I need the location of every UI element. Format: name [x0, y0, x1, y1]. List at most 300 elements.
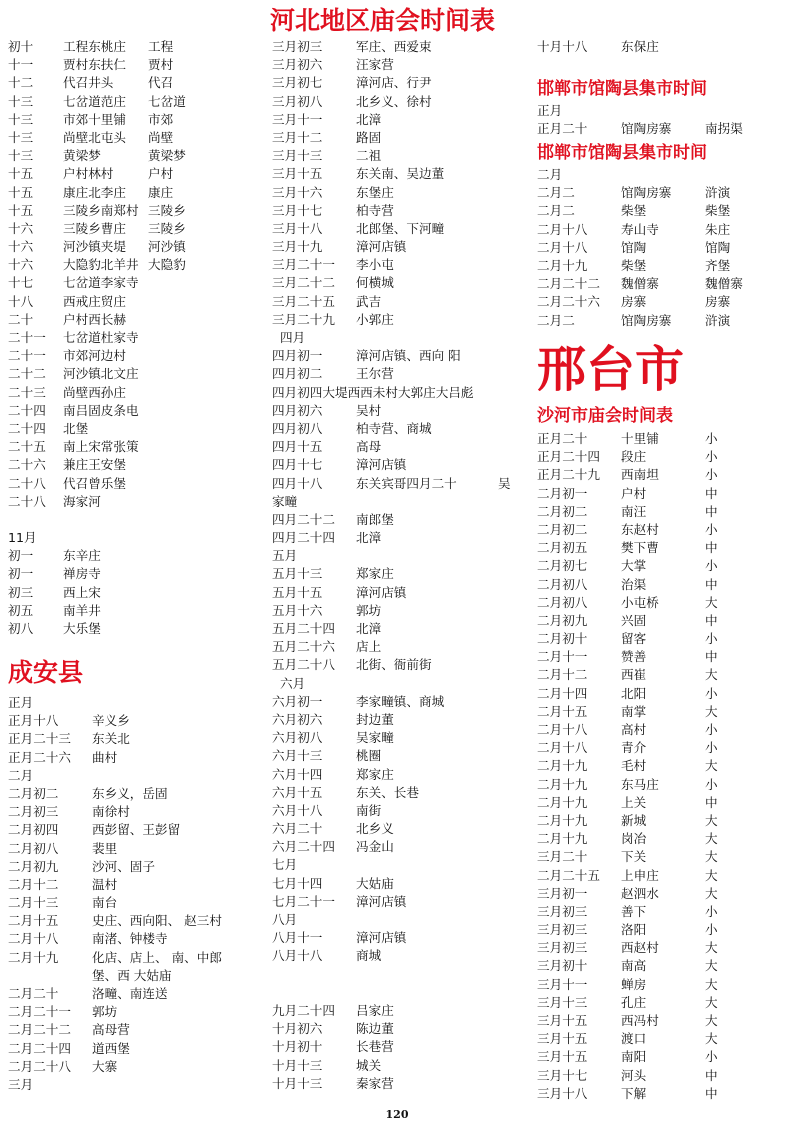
date-cell: 二月十八 [8, 931, 59, 947]
place-cell: 曲村 [92, 749, 118, 765]
place-cell: 下解 [621, 1085, 647, 1101]
list-item [272, 256, 530, 274]
date-cell: 五月十三 [272, 566, 323, 582]
list-item [537, 239, 787, 257]
size-cell: 大 [705, 958, 718, 974]
town-cell: 贾村 [148, 57, 174, 73]
date-cell: 三月初三 [537, 903, 588, 919]
list-item [8, 602, 266, 620]
place-cell: 南阳 [621, 1049, 647, 1065]
list-item [272, 638, 530, 656]
size-cell: 中 [705, 503, 718, 519]
section-title-handan-1: 邯郸市馆陶县集市时间 [537, 79, 707, 99]
list-item [537, 903, 787, 921]
date-cell: 三月十一 [272, 111, 323, 127]
date-cell: 三月十五 [537, 1013, 588, 1028]
list-item [537, 594, 787, 612]
place-cell: 治渠 [621, 576, 647, 592]
list-section-chengan-m2 [8, 785, 266, 1076]
date-cell: 二十八 [8, 493, 46, 509]
size-cell: 大 [705, 812, 718, 828]
date-cell: 二十二 [8, 366, 46, 382]
town-cell: 尚壁 [148, 129, 174, 145]
list-item [537, 612, 787, 630]
size-cell: 大 [705, 1013, 718, 1028]
place-cell: 二祖 [356, 148, 382, 164]
date-cell: 三月二十 [537, 849, 588, 865]
place-cell: 北堡 [63, 420, 89, 436]
place-cell: 赞善 [621, 649, 647, 665]
place-cell: 西戒庄贸庄 [63, 293, 126, 309]
date-cell: 初一 [8, 566, 34, 582]
list-item [537, 38, 787, 56]
place-cell: 三陵乡曹庄 [63, 220, 126, 236]
section-month-label: 正月 [8, 695, 34, 710]
list-item [8, 858, 266, 876]
list-item [272, 747, 530, 765]
list-item [537, 812, 787, 830]
list-item [8, 967, 266, 985]
list-section-m7 [272, 875, 530, 911]
date-cell: 三月十一 [537, 976, 588, 992]
place-cell: 段庄 [621, 449, 647, 465]
date-cell: 三月十九 [272, 239, 323, 255]
date-cell: 正月二十四 [537, 449, 600, 465]
date-cell: 二月初八 [537, 594, 588, 610]
place-cell: 馆陶房寨 [621, 312, 672, 328]
size-cell: 小 [705, 740, 718, 756]
list-item [8, 730, 266, 748]
date-cell: 六月二十 [272, 821, 323, 837]
place-cell: 汪家营 [356, 57, 394, 73]
place-cell: 商城 [356, 948, 382, 964]
list-item [537, 666, 787, 684]
date-cell: 正月二十 [537, 121, 588, 137]
list-section-m8 [272, 929, 530, 965]
date-cell: 八月十八 [272, 948, 323, 964]
list-item [537, 1012, 787, 1030]
list-item [537, 221, 787, 239]
town-cell: 三陵乡 [148, 202, 186, 218]
place-cell: 上关 [621, 794, 647, 810]
date-cell: 二十四 [8, 420, 46, 436]
date-cell: 二月二十一 [8, 1004, 71, 1020]
list-item [272, 38, 530, 56]
date-cell: 二月初四 [8, 822, 59, 838]
place-cell: 孔庄 [621, 994, 647, 1010]
place-cell: 何横城 [356, 275, 394, 291]
date-cell: 二月十九 [537, 831, 588, 847]
date-cell: 二月初九 [537, 612, 588, 628]
list-item [8, 456, 266, 474]
place-cell: 漳河店镇 [356, 239, 407, 255]
size-cell: 大 [705, 994, 718, 1010]
place-cell: 道西堡 [92, 1040, 130, 1056]
list-section-m9 [272, 1002, 530, 1093]
size-cell: 中 [705, 1067, 718, 1083]
date-cell: 十一 [8, 57, 34, 73]
list-item [8, 493, 266, 511]
size-cell: 小 [705, 467, 718, 483]
date-cell: 正月二十三 [8, 731, 71, 747]
place-cell: 漳河店镇 [356, 930, 407, 946]
date-cell: 二月十九 [537, 812, 588, 828]
list-item [537, 830, 787, 848]
list-item [8, 840, 266, 858]
list-item [272, 147, 530, 165]
list-item [272, 929, 530, 947]
size-cell: 中 [705, 540, 718, 556]
section-title-chengan: 成安县 [8, 658, 84, 687]
date-cell: 初五 [8, 602, 34, 618]
list-item [272, 56, 530, 74]
date-cell: 初十 [8, 39, 34, 54]
size-cell: 小 [705, 685, 718, 701]
list-item [8, 912, 266, 930]
town-cell: 馆陶 [705, 239, 731, 255]
place-cell: 史庄、西向阳、 赵三村 [92, 913, 222, 929]
list-item [272, 838, 530, 856]
section-month-label: 二月 [8, 767, 34, 783]
place-cell: 大隐豹北羊井 [63, 257, 139, 273]
date-cell: 六月十三 [272, 748, 323, 764]
date-cell: 三月初一 [537, 885, 588, 901]
list-item [537, 921, 787, 939]
list-item [272, 420, 530, 438]
list-section-dates [8, 38, 266, 511]
list-item [8, 238, 266, 256]
place-cell: 西赵村 [621, 940, 659, 956]
place-cell: 郑家庄 [356, 566, 394, 582]
date-cell: 三月初八 [272, 93, 323, 109]
list-item [537, 794, 787, 812]
place-cell: 康庄北李庄 [63, 184, 126, 200]
page-title: 河北地区庙会时间表 [270, 6, 496, 35]
date-cell: 三月二十二 [272, 275, 335, 291]
date-cell: 四月初八 [272, 420, 323, 436]
size-cell: 中 [705, 576, 718, 592]
list-item [8, 56, 266, 74]
column-3-handan-2 [537, 166, 787, 330]
date-cell: 三月十三 [537, 994, 588, 1010]
section-month-label: 六月 [280, 675, 306, 691]
place-cell: 魏僧寨 [621, 276, 659, 292]
date-cell: 二月初三 [8, 804, 59, 820]
size-cell: 小 [705, 631, 718, 647]
list-item [272, 456, 530, 474]
place-cell: 李家疃镇、商城 [356, 693, 445, 709]
list-item [8, 129, 266, 147]
date-cell: 二月十八 [537, 221, 588, 237]
size-cell: 大 [705, 867, 718, 883]
list-item [537, 184, 787, 202]
list-item [272, 238, 530, 256]
date-cell: 二月十九 [537, 776, 588, 792]
list-item [537, 120, 787, 138]
list-item [8, 584, 266, 602]
date-cell: 七月二十一 [272, 893, 335, 909]
list-item [537, 867, 787, 885]
list-item [8, 220, 266, 238]
date-cell: 十三 [8, 148, 34, 164]
place-cell: 西崔 [621, 667, 647, 683]
place-cell: 代召曾乐堡 [63, 475, 126, 491]
list-item [272, 129, 530, 147]
place-cell: 尚壁北屯头 [63, 129, 126, 145]
list-item [272, 74, 530, 92]
place-cell: 大姑庙 [356, 875, 394, 891]
list-item [8, 202, 266, 220]
section-title-xingtai: 邢台市 [537, 340, 685, 398]
date-cell: 二月二 [537, 185, 575, 201]
list-section-m5 [272, 565, 530, 674]
list-item [537, 521, 787, 539]
date-cell: 十六 [8, 220, 34, 236]
list-item [272, 565, 530, 583]
town-cell: 三陵乡 [148, 220, 186, 236]
list-item [272, 529, 530, 547]
list-item [272, 602, 530, 620]
date-cell: 二月二十六 [537, 294, 600, 310]
list-item [8, 475, 266, 493]
date-cell: 三月十五 [537, 1049, 588, 1065]
date-cell: 四月十五 [272, 439, 323, 455]
place-cell: 馆陶房寨 [621, 121, 672, 137]
date-cell: 四月初二 [272, 366, 323, 382]
place-cell: 北漳 [356, 530, 382, 546]
date-cell: 三月十五 [272, 166, 323, 182]
place-cell: 河沙镇北文庄 [63, 366, 139, 382]
date-cell: 十月十八 [537, 39, 588, 54]
date-cell: 三月二十九 [272, 311, 335, 327]
date-cell: 二月初七 [537, 558, 588, 574]
list-item [537, 721, 787, 739]
date-cell: 二十五 [8, 439, 46, 455]
list-item [537, 503, 787, 521]
list-item [272, 311, 530, 329]
date-cell: 二月二十二 [537, 276, 600, 292]
list-item [8, 93, 266, 111]
date-cell: 十月初六 [272, 1021, 323, 1037]
town-cell: 齐堡 [705, 257, 731, 273]
place-cell: 十里铺 [621, 431, 659, 446]
place-cell: 东马庄 [621, 776, 659, 792]
date-cell: 二十一 [8, 330, 46, 345]
list-item [8, 547, 266, 565]
size-cell: 大 [705, 703, 718, 719]
list-item [272, 784, 530, 802]
list-item [272, 1057, 530, 1075]
size-cell: 小 [705, 922, 718, 938]
list-item [537, 466, 787, 484]
place-cell: 东辛庄 [63, 548, 101, 564]
section-subtitle-shahe: 沙河市庙会时间表 [537, 406, 673, 426]
list-item [8, 147, 266, 165]
date-cell: 二月初二 [537, 521, 588, 537]
place-cell: 漳河店镇 [356, 457, 407, 473]
list-item [8, 438, 266, 456]
place-cell: 留客 [621, 631, 647, 647]
date-cell: 十七 [8, 275, 34, 291]
size-cell: 大 [705, 831, 718, 847]
date-cell: 二月初八 [537, 576, 588, 592]
date-cell: 六月初一 [272, 693, 323, 709]
list-item [537, 703, 787, 721]
place-cell: 毛村 [621, 758, 647, 774]
list-item [8, 821, 266, 839]
place-cell: 北漳 [356, 111, 382, 127]
size-cell: 大 [705, 849, 718, 865]
date-cell: 三月二十五 [272, 293, 335, 309]
town-cell: 朱庄 [705, 221, 731, 237]
place-cell: 尚壁西孙庄 [63, 384, 126, 400]
place-cell: 黄梁梦 [63, 148, 101, 164]
place-cell: 堡、西 大姑庙 [92, 967, 172, 983]
list-item [8, 949, 266, 967]
place-cell: 七岔道杜家寺 [63, 330, 139, 345]
list-item [537, 1048, 787, 1066]
size-cell: 小 [705, 776, 718, 792]
place-cell: 高母营 [92, 1022, 130, 1038]
section-month-label: 七月 [272, 857, 298, 873]
list-section-handan-2 [537, 184, 787, 330]
list-item [537, 976, 787, 994]
list-item [537, 994, 787, 1012]
place-cell: 七岔道范庄 [63, 93, 126, 109]
list-item [272, 438, 530, 456]
list-item [8, 311, 266, 329]
list-item [537, 557, 787, 575]
place-cell: 柏寺营 [356, 202, 394, 218]
place-cell: 店上 [356, 639, 382, 655]
list-item [8, 184, 266, 202]
place-cell: 小屯桥 [621, 594, 659, 610]
date-cell: 二月初八 [8, 840, 59, 856]
date-cell: 十月十三 [272, 1075, 323, 1091]
place-cell: 代召井头 [63, 75, 114, 91]
date-cell: 四月十八 [272, 475, 323, 491]
list-item [272, 656, 530, 674]
date-cell: 二月二十五 [537, 867, 600, 883]
list-item [272, 584, 530, 602]
list-item [272, 111, 530, 129]
date-cell: 十三 [8, 129, 34, 145]
place-cell: 东保庄 [621, 39, 659, 54]
place-cell: 兼庄王安堡 [63, 457, 126, 473]
list-item [537, 776, 787, 794]
list-item [272, 365, 530, 383]
place-cell: 武吉 [356, 293, 382, 309]
list-item [272, 293, 530, 311]
place-cell: 兴固 [621, 612, 647, 628]
town-cell: 魏僧寨 [705, 276, 743, 292]
date-cell: 十八 [8, 293, 34, 309]
place-cell: 西上宋 [63, 584, 101, 600]
date-cell: 二月二 [537, 203, 575, 219]
date-cell: 正月二十九 [537, 467, 600, 483]
date-cell: 十六 [8, 239, 34, 255]
date-cell: 三月十七 [537, 1067, 588, 1083]
list-item [8, 565, 266, 583]
place-cell: 辛义乡 [92, 713, 130, 729]
date-cell: 十月十三 [272, 1057, 323, 1073]
place-cell: 高母 [356, 439, 382, 455]
list-item [272, 893, 530, 911]
size-cell: 中 [705, 794, 718, 810]
date-cell: 二月十五 [8, 913, 59, 929]
list-section-chengan-m1 [8, 712, 266, 767]
place-cell: 洛阳 [621, 922, 647, 938]
place-cell: 温村 [92, 876, 118, 892]
size-cell: 小 [705, 722, 718, 737]
place-cell: 北漳 [356, 621, 382, 636]
place-cell: 市郊十里铺 [63, 111, 126, 127]
date-cell: 六月十四 [272, 766, 323, 782]
date-cell: 四月初六 [272, 402, 323, 418]
place-cell: 市郊河边村 [63, 348, 126, 364]
date-cell: 三月十五 [537, 1031, 588, 1047]
place-cell: 樊下曹 [621, 540, 659, 556]
date-cell: 三月初三 [537, 940, 588, 956]
town-cell: 河沙镇 [148, 239, 186, 255]
place-cell: 高村 [621, 722, 647, 737]
list-item [8, 749, 266, 767]
place-cell: 海家河 [63, 493, 101, 509]
place-cell: 秦家营 [356, 1075, 394, 1091]
place-cell: 漳河店、行尹 [356, 75, 432, 91]
place-cell: 南掌 [621, 703, 647, 719]
size-cell: 大 [705, 1031, 718, 1047]
place-cell: 河沙镇夹堤 [63, 239, 126, 255]
list-item [8, 1058, 266, 1076]
date-cell: 三月初三 [537, 922, 588, 938]
place-cell: 户村林村 [63, 166, 114, 182]
size-cell: 小 [705, 1049, 718, 1065]
list-item [272, 947, 530, 965]
list-item [537, 576, 787, 594]
place-cell: 封边董 [356, 711, 394, 727]
date-cell: 二月十二 [8, 876, 59, 892]
date-cell: 六月初八 [272, 730, 323, 746]
list-item [272, 729, 530, 747]
place-cell: 城关 [356, 1057, 382, 1073]
list-section-shahe [537, 430, 787, 1103]
list-item [272, 93, 530, 111]
list-section-handan-1 [537, 120, 787, 138]
place-cell: 北阳 [621, 685, 647, 701]
town-cell: 浒演 [705, 185, 731, 201]
size-cell: 大 [705, 976, 718, 992]
place-cell: 工程东桃庄 [63, 39, 126, 54]
size-cell: 小 [705, 521, 718, 537]
list-item [272, 693, 530, 711]
place-cell: 禅房寺 [63, 566, 101, 582]
date-cell: 三月初三 [272, 39, 323, 54]
place-cell: 南上宋常张策 [63, 439, 139, 455]
place-cell: 三陵乡南郑村 [63, 202, 139, 218]
town-cell: 七岔道 [148, 93, 186, 109]
place-cell: 大乐堡 [63, 621, 101, 636]
list-item [272, 384, 530, 402]
list-item [537, 257, 787, 275]
place-cell: 沙河、固子 [92, 858, 155, 874]
place-cell: 南吕固皮条电 [63, 402, 139, 418]
date-cell: 正月二十六 [8, 749, 71, 765]
size-cell: 大 [705, 885, 718, 901]
town-cell: 房寨 [705, 294, 731, 310]
place-cell: 长巷营 [356, 1039, 394, 1055]
date-cell: 二月十九 [537, 257, 588, 273]
